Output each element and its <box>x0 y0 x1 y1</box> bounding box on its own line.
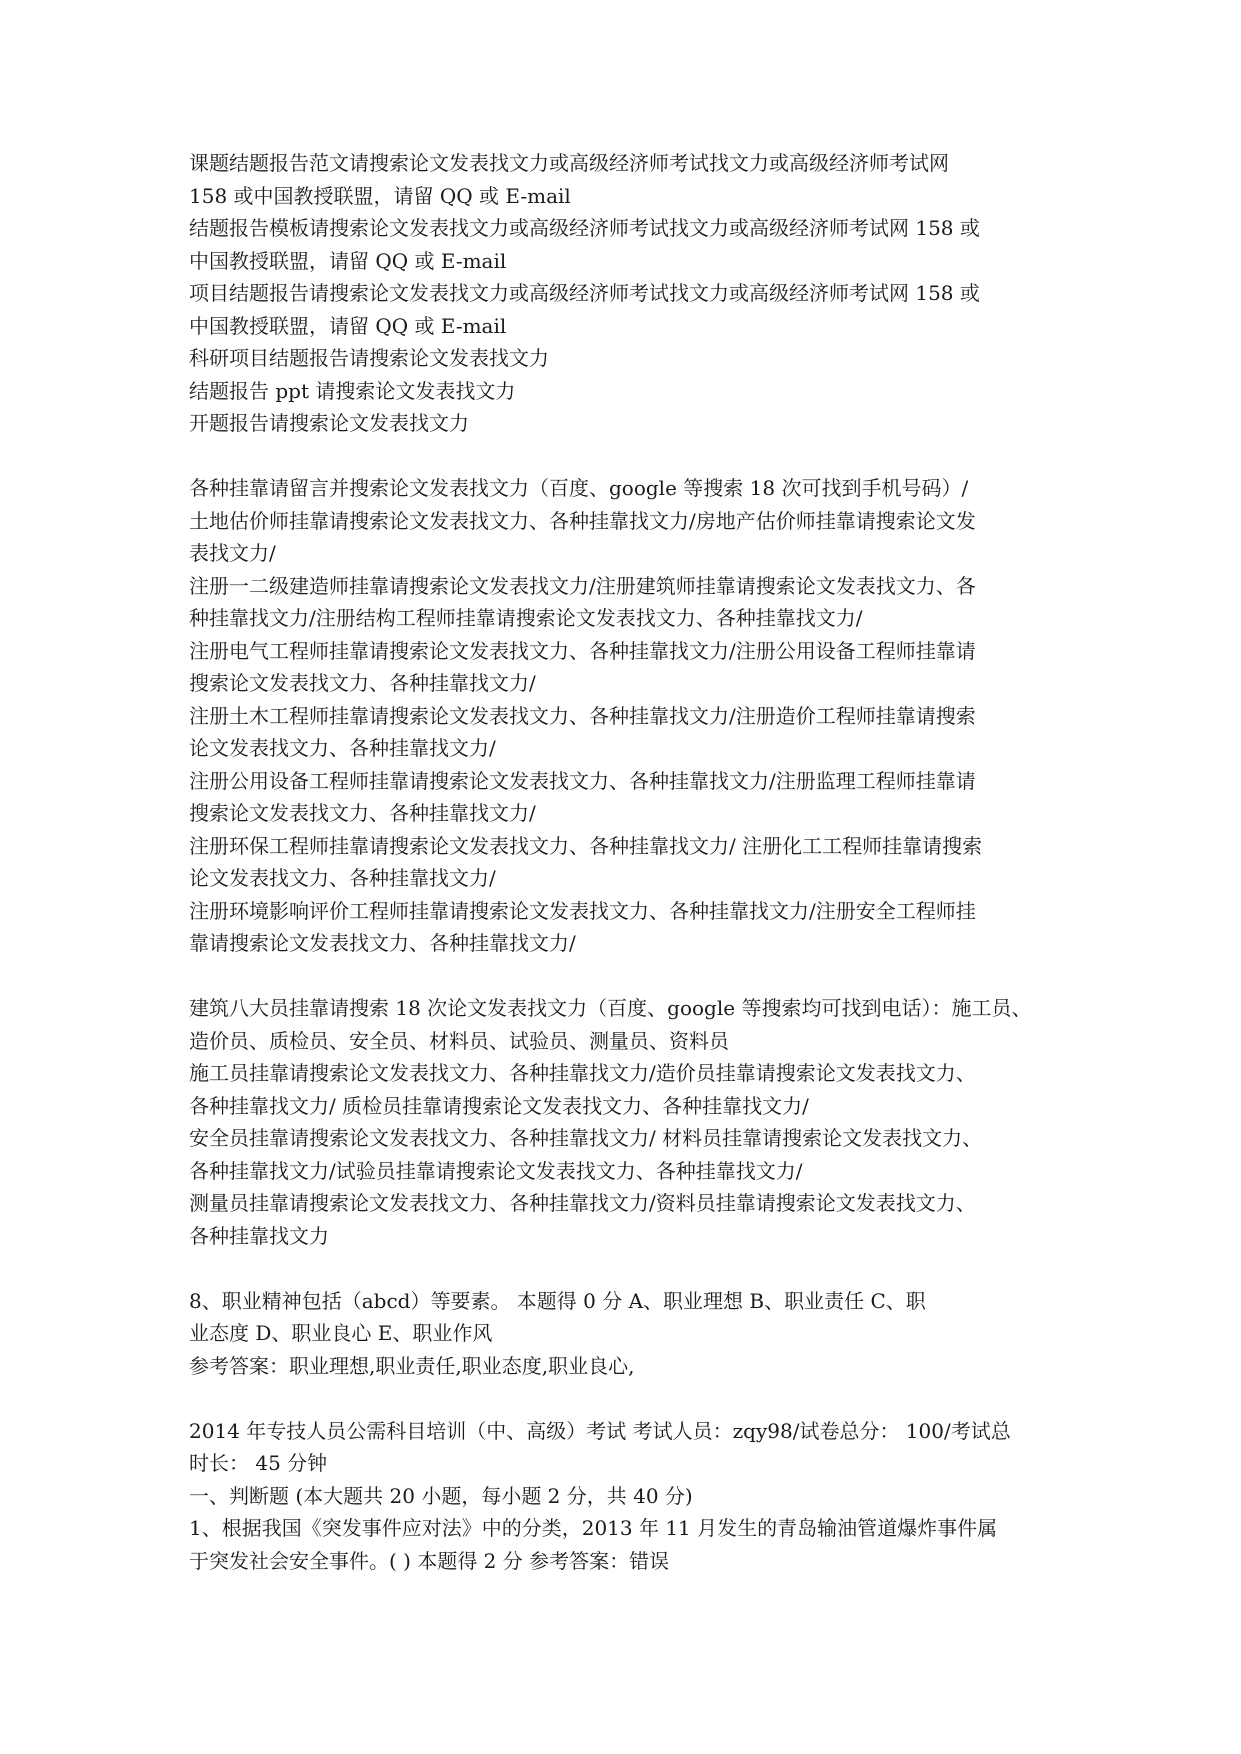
text-line: 中国教授联盟，请留 QQ 或 E-mail <box>189 313 507 338</box>
text-line: 1、根据我国《突发事件应对法》中的分类，2013 年 11 月发生的青岛输油管道爆炸事件属 <box>189 1516 998 1540</box>
text-line: 各种挂靠请留言并搜索论文发表找文力（百度、google 等搜索 18 次可找到手机号码）/ <box>189 476 969 500</box>
text-line: 施工员挂靠请搜索论文发表找文力、各种挂靠找文力/造价员挂靠请搜索论文发表找文力、 <box>189 1061 976 1085</box>
text-line: 业态度 D、职业良心 E、职业作风 <box>189 1321 493 1345</box>
block-exam-2014 <box>189 1415 1059 1578</box>
paragraph-gap <box>189 1252 1059 1285</box>
text-line: 结题报告模板请搜索论文发表找文力或高级经济师考试找文力或高级经济师考试网 158 或 <box>189 216 980 240</box>
paragraph-gap <box>189 1382 1059 1415</box>
block-guakao <box>189 472 1059 960</box>
text-line: 158 或中国教授联盟，请留 QQ 或 E-mail <box>189 183 571 208</box>
paragraph-gap <box>189 960 1059 993</box>
text-line: 建筑八大员挂靠请搜索 18 次论文发表找文力（百度、google 等搜索均可找到电话）：施工员、 <box>189 996 1032 1020</box>
text-line: 于突发社会安全事件。( ) 本题得 2 分 参考答案：错误 <box>189 1548 670 1573</box>
text-line: 项目结题报告请搜索论文发表找文力或高级经济师考试找文力或高级经济师考试网 158 或 <box>189 281 980 305</box>
paragraph-gap <box>189 440 1059 473</box>
text-line: 课题结题报告范文请搜索论文发表找文力或高级经济师考试找文力或高级经济师考试网 <box>189 151 949 175</box>
block-bada-yuan <box>189 992 1059 1252</box>
text-line: 论文发表找文力、各种挂靠找文力/ <box>189 736 496 760</box>
text-line: 论文发表找文力、各种挂靠找文力/ <box>189 866 496 890</box>
text-line: 各种挂靠找文力 <box>189 1223 329 1248</box>
text-line: 表找文力/ <box>189 541 276 565</box>
text-line: 造价员、质检员、安全员、材料员、试验员、测量员、资料员 <box>189 1028 729 1053</box>
text-line: 搜索论文发表找文力、各种挂靠找文力/ <box>189 801 536 825</box>
text-line: 中国教授联盟，请留 QQ 或 E-mail <box>189 248 507 273</box>
text-line: 注册环境影响评价工程师挂靠请搜索论文发表找文力、各种挂靠找文力/注册安全工程师挂 <box>189 898 976 923</box>
text-line: 开题报告请搜索论文发表找文力 <box>189 411 469 435</box>
text-line: 测量员挂靠请搜索论文发表找文力、各种挂靠找文力/资料员挂靠请搜索论文发表找文力、 <box>189 1191 976 1215</box>
block-keti-jieti <box>189 147 1059 440</box>
document-page <box>189 147 1059 1577</box>
block-question-8 <box>189 1285 1059 1383</box>
text-line: 2014 年专技人员公需科目培训（中、高级）考试 考试人员：zqy98/试卷总分： 100/考试总 <box>189 1418 1011 1443</box>
text-line: 种挂靠找文力/注册结构工程师挂靠请搜索论文发表找文力、各种挂靠找文力/ <box>189 606 863 630</box>
text-line: 土地估价师挂靠请搜索论文发表找文力、各种挂靠找文力/房地产估价师挂靠请搜索论文发 <box>189 508 976 533</box>
text-line: 各种挂靠找文力/ 质检员挂靠请搜索论文发表找文力、各种挂靠找文力/ <box>189 1093 809 1118</box>
text-line: 结题报告 ppt 请搜索论文发表找文力 <box>189 378 516 403</box>
text-line: 一、判断题 (本大题共 20 小题，每小题 2 分，共 40 分) <box>189 1483 693 1508</box>
text-line: 参考答案：职业理想,职业责任,职业态度,职业良心, <box>189 1353 635 1378</box>
text-line: 注册土木工程师挂靠请搜索论文发表找文力、各种挂靠找文力/注册造价工程师挂靠请搜索 <box>189 703 976 728</box>
text-line: 时长： 45 分钟 <box>189 1451 328 1475</box>
text-line: 搜索论文发表找文力、各种挂靠找文力/ <box>189 671 536 695</box>
text-line: 注册一二级建造师挂靠请搜索论文发表找文力/注册建筑师挂靠请搜索论文发表找文力、各 <box>189 573 976 598</box>
text-line: 8、职业精神包括（abcd）等要素。 本题得 0 分 A、职业理想 B、职业责任 C、职 <box>189 1288 926 1313</box>
text-line: 注册公用设备工程师挂靠请搜索论文发表找文力、各种挂靠找文力/注册监理工程师挂靠请 <box>189 768 976 793</box>
text-line: 科研项目结题报告请搜索论文发表找文力 <box>189 346 549 370</box>
text-line: 各种挂靠找文力/试验员挂靠请搜索论文发表找文力、各种挂靠找文力/ <box>189 1158 803 1183</box>
text-line: 靠请搜索论文发表找文力、各种挂靠找文力/ <box>189 931 576 955</box>
text-line: 注册电气工程师挂靠请搜索论文发表找文力、各种挂靠找文力/注册公用设备工程师挂靠请 <box>189 638 976 663</box>
text-line: 安全员挂靠请搜索论文发表找文力、各种挂靠找文力/ 材料员挂靠请搜索论文发表找文力、 <box>189 1126 983 1150</box>
text-line: 注册环保工程师挂靠请搜索论文发表找文力、各种挂靠找文力/ 注册化工工程师挂靠请搜索 <box>189 833 983 858</box>
